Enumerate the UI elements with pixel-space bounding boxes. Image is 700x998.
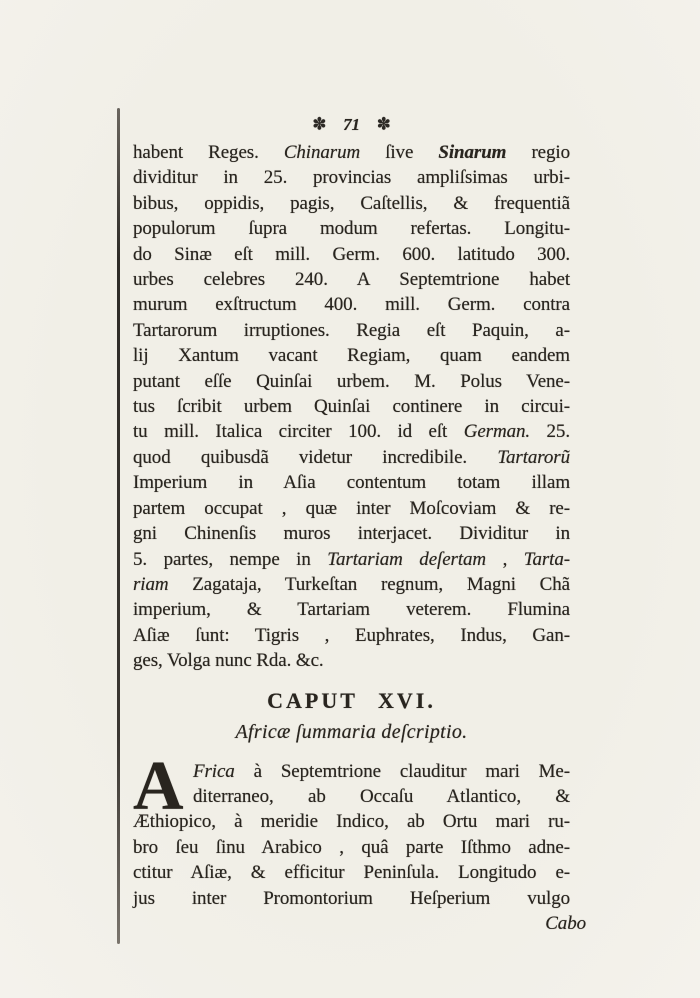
paragraph-africa <box>133 747 570 911</box>
text-line <box>133 597 570 622</box>
text-line <box>133 369 570 394</box>
text-segment: Imperium in Aſia contentum totam illam <box>133 472 570 494</box>
text-line <box>133 216 570 241</box>
text-segment: Tartarorum irruptiones. Regia eſt Paquin, a- <box>133 319 570 341</box>
text-segment: Zagataja, Turkeſtan regnum, Magni Chã <box>168 573 570 595</box>
text-line <box>133 242 570 267</box>
drop-cap-letter: A <box>133 747 184 825</box>
text-segment: urbes celebres 240. A Septemtrione habet <box>133 269 570 291</box>
text-segment: ges, Volga nunc Rda. &c. <box>133 650 324 672</box>
text-segment: , <box>486 548 524 570</box>
text-line <box>133 623 570 648</box>
italic-text-segment: riam <box>133 573 169 595</box>
text-segment: regio <box>506 142 570 163</box>
italic-text-segment: Sinarum <box>438 142 507 163</box>
text-line <box>133 191 570 216</box>
page-number: 71 <box>343 114 360 134</box>
text-segment: tus ſcribit urbem Quinſai continere in circui- <box>133 396 570 418</box>
text-segment: populorum ſupra modum refertas. Longitu- <box>133 218 570 240</box>
chapter-heading: CAPUT XVI. <box>267 687 436 713</box>
text-segment: diterraneo, ab Occaſu Atlantico, & <box>193 785 570 807</box>
text-line <box>133 140 570 165</box>
text-segment: dividitur in 25. provincias ampliſsimas urbi- <box>133 167 570 189</box>
text-segment: murum exſtructum 400. mill. Germ. contra <box>133 294 570 316</box>
italic-text-segment: Tartariam deſertam <box>327 548 487 570</box>
text-segment: Aſiæ ſunt: Tigris , Euphrates, Indus, Gan- <box>133 624 570 646</box>
text-line <box>133 759 570 784</box>
text-segment: habent Reges. <box>133 142 284 163</box>
text-line <box>133 318 570 343</box>
text-segment: tu mill. Italica circiter 100. id eſt <box>133 421 464 443</box>
text-line <box>133 521 570 546</box>
catchword: Cabo <box>545 912 586 934</box>
italic-text-segment: Tarta- <box>523 548 570 570</box>
text-line <box>133 809 570 834</box>
text-line <box>133 886 570 911</box>
fleuron-ornament-icon: ✽ <box>376 114 391 135</box>
italic-text-segment: Frica <box>193 760 235 782</box>
italic-text-segment: Tartarorũ <box>497 446 570 468</box>
text-line <box>133 835 570 860</box>
text-segment: imperium, & Tartariam veterem. Flumina <box>133 599 570 621</box>
text-segment: bro ſeu ſinu Arabico , quâ parte Iſthmo adne- <box>133 836 570 858</box>
text-line <box>133 292 570 317</box>
text-line <box>133 496 570 521</box>
text-line <box>133 470 570 495</box>
text-segment: ſive <box>360 142 439 163</box>
paragraph-africa-lines <box>133 747 570 911</box>
text-segment: partem occupat , quæ inter Moſcoviam & re- <box>133 497 570 519</box>
text-line <box>133 267 570 292</box>
text-line <box>133 419 570 444</box>
text-line <box>133 572 570 597</box>
chapter-subtitle: Africæ ſummaria deſcriptio. <box>235 720 468 743</box>
text-segment: lij Xantum vacant Regiam, quam eandem <box>133 345 570 367</box>
fleuron-ornament-icon: ✽ <box>312 114 327 135</box>
text-line <box>133 394 570 419</box>
text-line <box>133 165 570 190</box>
text-line <box>133 343 570 368</box>
text-segment: putant eſſe Quinſai urbem. M. Polus Vene- <box>133 370 570 392</box>
text-segment: do Sinæ eſt mill. Germ. 600. latitudo 300. <box>133 243 570 265</box>
text-segment: jus inter Promontorium Heſperium vulgo <box>133 887 570 909</box>
text-segment: ctitur Aſiæ, & efficitur Peninſula. Longitudo e- <box>133 862 570 884</box>
text-segment: à Septemtrione clauditur mari Me- <box>234 760 570 782</box>
text-segment: gni Chinenſis muros interjacet. Dividitur in <box>133 523 570 545</box>
text-segment: Æthiopico, à meridie Indico, ab Ortu mari ru- <box>133 811 570 833</box>
text-segment: 5. partes, nempe in <box>133 548 328 570</box>
text-line <box>133 445 570 470</box>
italic-text-segment: German. <box>463 421 531 443</box>
text-segment: quod quibusdã videtur incredibile. <box>133 446 498 468</box>
italic-text-segment: Chinarum <box>283 142 361 163</box>
text-line <box>133 648 570 673</box>
text-block <box>133 112 586 936</box>
paragraph-asia-china <box>133 140 570 674</box>
text-line <box>133 860 570 885</box>
text-segment: bibus, oppidis, pagis, Caſtellis, & frequentiã <box>133 192 570 214</box>
text-line <box>133 784 570 809</box>
page-header <box>133 112 570 140</box>
text-line <box>133 547 570 572</box>
text-segment: 25. <box>530 421 570 443</box>
page-gutter-rule <box>117 108 120 944</box>
